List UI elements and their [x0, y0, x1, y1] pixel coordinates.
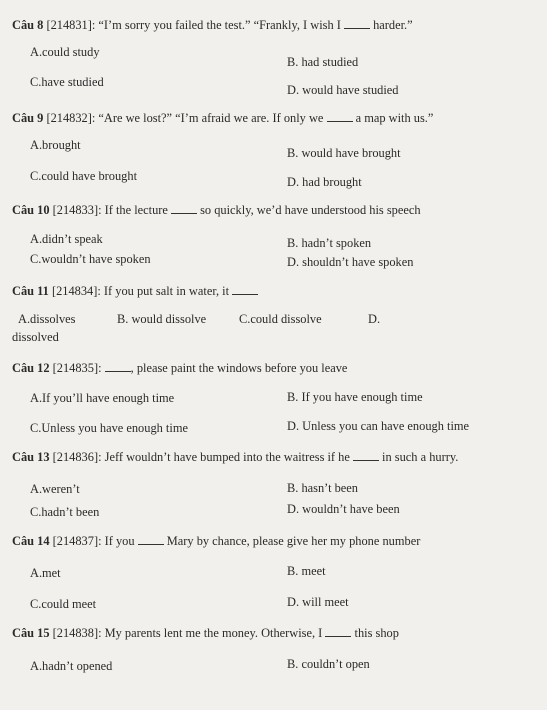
answer-blank [325, 626, 351, 637]
option-b[interactable]: B. If you have enough time [287, 390, 423, 404]
question-stem-before: : Jeff wouldn’t have bumped into the waitress if he [98, 450, 353, 464]
option-b[interactable]: B. had studied [287, 55, 359, 69]
question-label: Câu 12 [12, 361, 50, 375]
answer-blank [232, 284, 258, 295]
question-12 [12, 361, 347, 376]
answer-blank [138, 534, 164, 545]
question-stem-before: : “I’m sorry you failed the test.” “Frankly, I wish I [91, 18, 344, 32]
question-13 [12, 450, 458, 465]
option-d[interactable]: D. shouldn’t have spoken [287, 255, 414, 269]
question-id: [214831] [46, 18, 92, 32]
option-c[interactable]: C.have studied [30, 75, 104, 89]
question-label: Câu 14 [12, 534, 50, 548]
question-stem-before: : If you put salt in water, it [97, 284, 233, 298]
question-stem-after: harder.” [369, 18, 413, 32]
option-a[interactable]: A.could study [30, 45, 100, 59]
answer-blank [344, 18, 370, 29]
question-stem-before: : [98, 361, 105, 375]
option-b[interactable]: B. hasn’t been [287, 481, 359, 495]
question-9 [12, 111, 433, 126]
question-label: Câu 15 [12, 626, 50, 640]
option-a[interactable]: A.weren’t [30, 482, 80, 496]
question-stem-after: in such a hurry. [378, 450, 459, 464]
question-label: Câu 13 [12, 450, 50, 464]
question-label: Câu 8 [12, 18, 44, 32]
question-label: Câu 10 [12, 203, 50, 217]
option-d-continued[interactable]: dissolved [12, 330, 59, 344]
answer-blank [327, 111, 353, 122]
option-a[interactable]: A.brought [30, 138, 81, 152]
question-15 [12, 626, 399, 641]
question-8 [12, 18, 413, 33]
option-d[interactable]: D. had brought [287, 175, 362, 189]
option-a[interactable]: A.met [30, 566, 61, 580]
answer-blank [171, 203, 197, 214]
option-d[interactable]: D. Unless you can have enough time [287, 419, 470, 433]
option-c[interactable]: C.hadn’t been [30, 505, 100, 519]
option-a[interactable]: A.If you’ll have enough time [30, 391, 175, 405]
question-10 [12, 203, 421, 218]
option-a[interactable]: A.dissolves [18, 312, 76, 326]
answer-blank [353, 450, 379, 461]
question-stem-before: : If you [98, 534, 138, 548]
question-11 [12, 284, 258, 299]
question-stem-after: a map with us.” [352, 111, 434, 125]
question-stem-before: : “Are we lost?” “I’m afraid we are. If only we [91, 111, 327, 125]
question-14 [12, 534, 420, 549]
option-a[interactable]: A.didn’t speak [30, 232, 103, 246]
option-c[interactable]: C.could have brought [30, 169, 138, 183]
option-b[interactable]: B. meet [287, 564, 326, 578]
question-label: Câu 11 [12, 284, 49, 298]
question-stem-after: so quickly, we’d have understood his speech [197, 203, 421, 217]
option-a[interactable]: A.hadn’t opened [30, 659, 113, 673]
question-stem-after: , please paint the windows before you leave [130, 361, 348, 375]
option-b[interactable]: B. couldn’t open [287, 657, 370, 671]
option-d[interactable]: D. will meet [287, 595, 349, 609]
question-id: [214838] [52, 626, 99, 640]
question-id: [214832] [46, 111, 92, 125]
question-id: [214834] [51, 284, 98, 298]
option-b[interactable]: B. would dissolve [117, 312, 207, 326]
question-id: [214835] [52, 361, 99, 375]
option-d[interactable]: D. would have studied [287, 83, 399, 97]
option-c[interactable]: C.could dissolve [239, 312, 322, 326]
question-label: Câu 9 [12, 111, 44, 125]
option-d[interactable]: D. [368, 312, 381, 326]
option-d[interactable]: D. wouldn’t have been [287, 502, 400, 516]
question-stem-after: Mary by chance, please give her my phone number [163, 534, 421, 548]
option-c[interactable]: C.Unless you have enough time [30, 421, 188, 435]
question-id: [214836] [52, 450, 99, 464]
question-stem-after: this shop [351, 626, 399, 640]
answer-blank [105, 361, 131, 372]
option-b[interactable]: B. would have brought [287, 146, 401, 160]
question-id: [214837] [52, 534, 99, 548]
question-stem-before: : If the lecture [98, 203, 172, 217]
question-id: [214833] [52, 203, 99, 217]
option-c[interactable]: C.wouldn’t have spoken [30, 252, 151, 266]
option-b[interactable]: B. hadn’t spoken [287, 236, 372, 250]
question-stem-before: : My parents lent me the money. Otherwise, I [98, 626, 326, 640]
option-c[interactable]: C.could meet [30, 597, 97, 611]
